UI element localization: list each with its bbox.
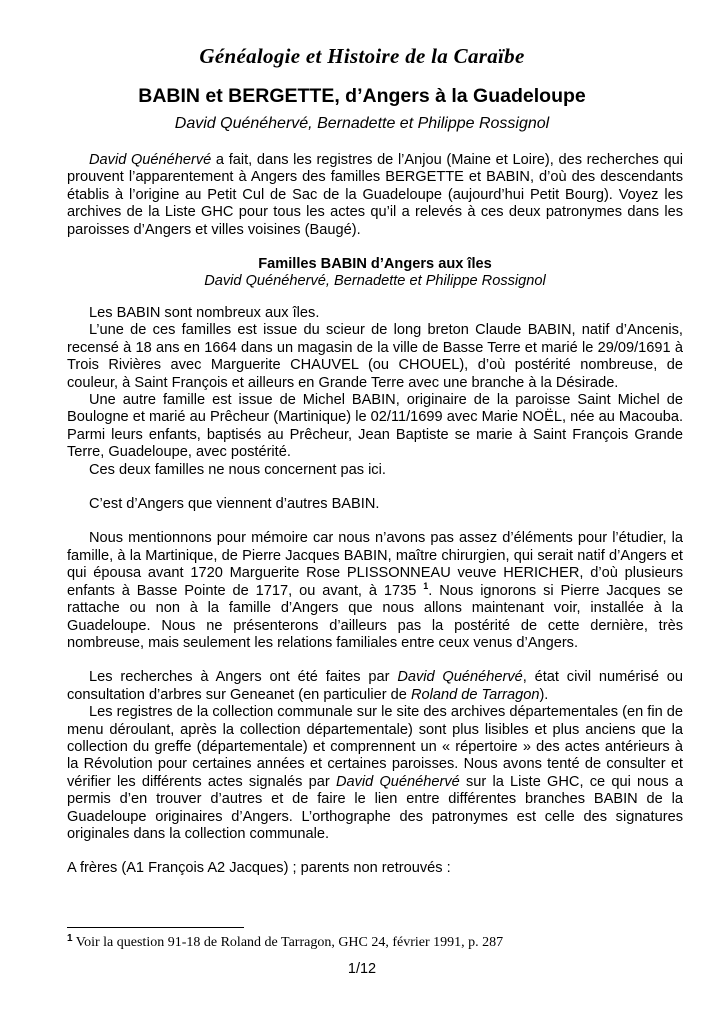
section-header [67,256,683,291]
author-name: David Quénéhervé [89,152,212,168]
paragraph [67,704,683,843]
paragraph: Une autre famille est issue de Michel BABIN, originaire de la paroisse Saint Michel de Boulogne et marié au Prêcheur (Martinique) le 02/11/1699 avec Marie NOËL, née au Macouba. Parmi leurs enfants, baptisés au Prêcheur, Jean Baptiste se marie à Saint François Grande Terre, Guadeloupe, avec postérité. [67,392,683,461]
paragraph-text: Les registres de la collection communale sur le site des archives départementales (en fin de menu déroulant, après la collection départementale) sont plus lisibles et plus anciens que la collection du greffe (départementale) et comprennent un « répertoire » des actes antérieurs à la Révolution pour certaines années et certaines paroisses. Nous avons tenté de consulter et vérifier les différents actes signalés par [67,704,683,790]
main-text [67,305,683,878]
paragraph [67,530,683,652]
intro-paragraph [67,152,683,239]
author-name: David Quénéhervé [335,773,460,790]
footnote-divider [67,927,244,928]
paragraph-text: ). [539,686,549,703]
journal-title: Généalogie et Histoire de la Caraïbe [199,44,525,68]
paragraph-text: , état civil numérisé ou consultation d’arbres sur Geneanet (en particulier de [67,669,683,703]
footnote-mark: 1 [67,933,73,944]
paragraph-text: Nous mentionnons pour mémoire car nous n’avons pas assez d’éléments pour l’étudier, la famille, à la Martinique, de Pierre Jacques BABIN, maître chirurgien, qui serait natif d’Angers et qui épousa avant 1720 Marguerite Rose PLISSONNEAU veuve HERICHER, d’où plusieurs enfants à Basse Pointe de 1717, ou avant, à 1735 [67,530,683,599]
paragraph: Ces deux familles ne nous concernent pas ici. [89,461,386,478]
article-title: BABIN et BERGETTE, d’Angers à la Guadeloupe [138,85,586,107]
author-name: David Quénéhervé [397,669,523,686]
footnote [67,935,683,951]
article-authors: David Quénéhervé, Bernadette et Philippe Rossignol [174,115,550,132]
paragraph-text: sur la Liste GHC, ce qui nous a permis d’en trouver d’autres et de faire le lien entre différentes branches BABIN de la Guadeloupe originaires d’Angers. L’orthographe des patronymes est celle des signatures originales dans la collection communale. [67,773,683,842]
paragraph: L’une de ces familles est issue du scieur de long breton Claude BABIN, natif d’Ancenis, recensé à 18 ans en 1664 dans un magasin de la ville de Basse Terre et marié le 29/09/1691 à Trois Rivières avec Marguerite CHAUVEL (ou CHOUEL), d’où postérité nombreuse, de couleur, à Saint François et ailleurs en Grande Terre avec une branche à la Désirade. [67,322,683,391]
section-title: Familles BABIN d’Angers aux îles [258,256,492,272]
paragraph [67,669,683,704]
page-number: 1/12 [347,961,377,977]
intro-text: a fait, dans les registres de l’Anjou (Maine et Loire), des recherches qui prouvent l’apparentement à Angers des familles BERGETTE et BABIN, d’où des descendants établis à l’origine au Petit Cul de Sac de la Guadeloupe (aujourd’hui Petit Bourg). Voyez les archives de la Liste GHC pour tous les actes qu’il a relevés à ces deux patronymes dans les paroisses d’Angers et villes voisines (Baugé). [67,152,683,238]
paragraph: C’est d’Angers que viennent d’autres BABIN. [89,496,380,513]
paragraph-text: . Nous ignorons si Pierre Jacques se rattache ou non à la famille d’Angers que nous allons maintenant voir, installée à la Guadeloupe. Nous ne présenterons d’ailleurs pas la postérité de cette dernière, très nombreuse, mais seulement les relations familiales entre ceux venus d’Angers. [67,582,684,651]
intro-block [67,152,683,239]
person-name: Roland de Tarragon [410,686,540,703]
paragraph-text: Les recherches à Angers ont été faites par [89,669,398,686]
paragraph: Les BABIN sont nombreux aux îles. [89,305,320,321]
section-authors: David Quénéhervé, Bernadette et Philippe Rossignol [204,273,546,290]
footnote-ref[interactable]: 1 [423,580,429,591]
footnote-text: Voir la question 91-18 de Roland de Tarragon, GHC 24, février 1991, p. 287 [72,935,504,950]
paragraph: A frères (A1 François A2 Jacques) ; parents non retrouvés : [67,860,451,877]
